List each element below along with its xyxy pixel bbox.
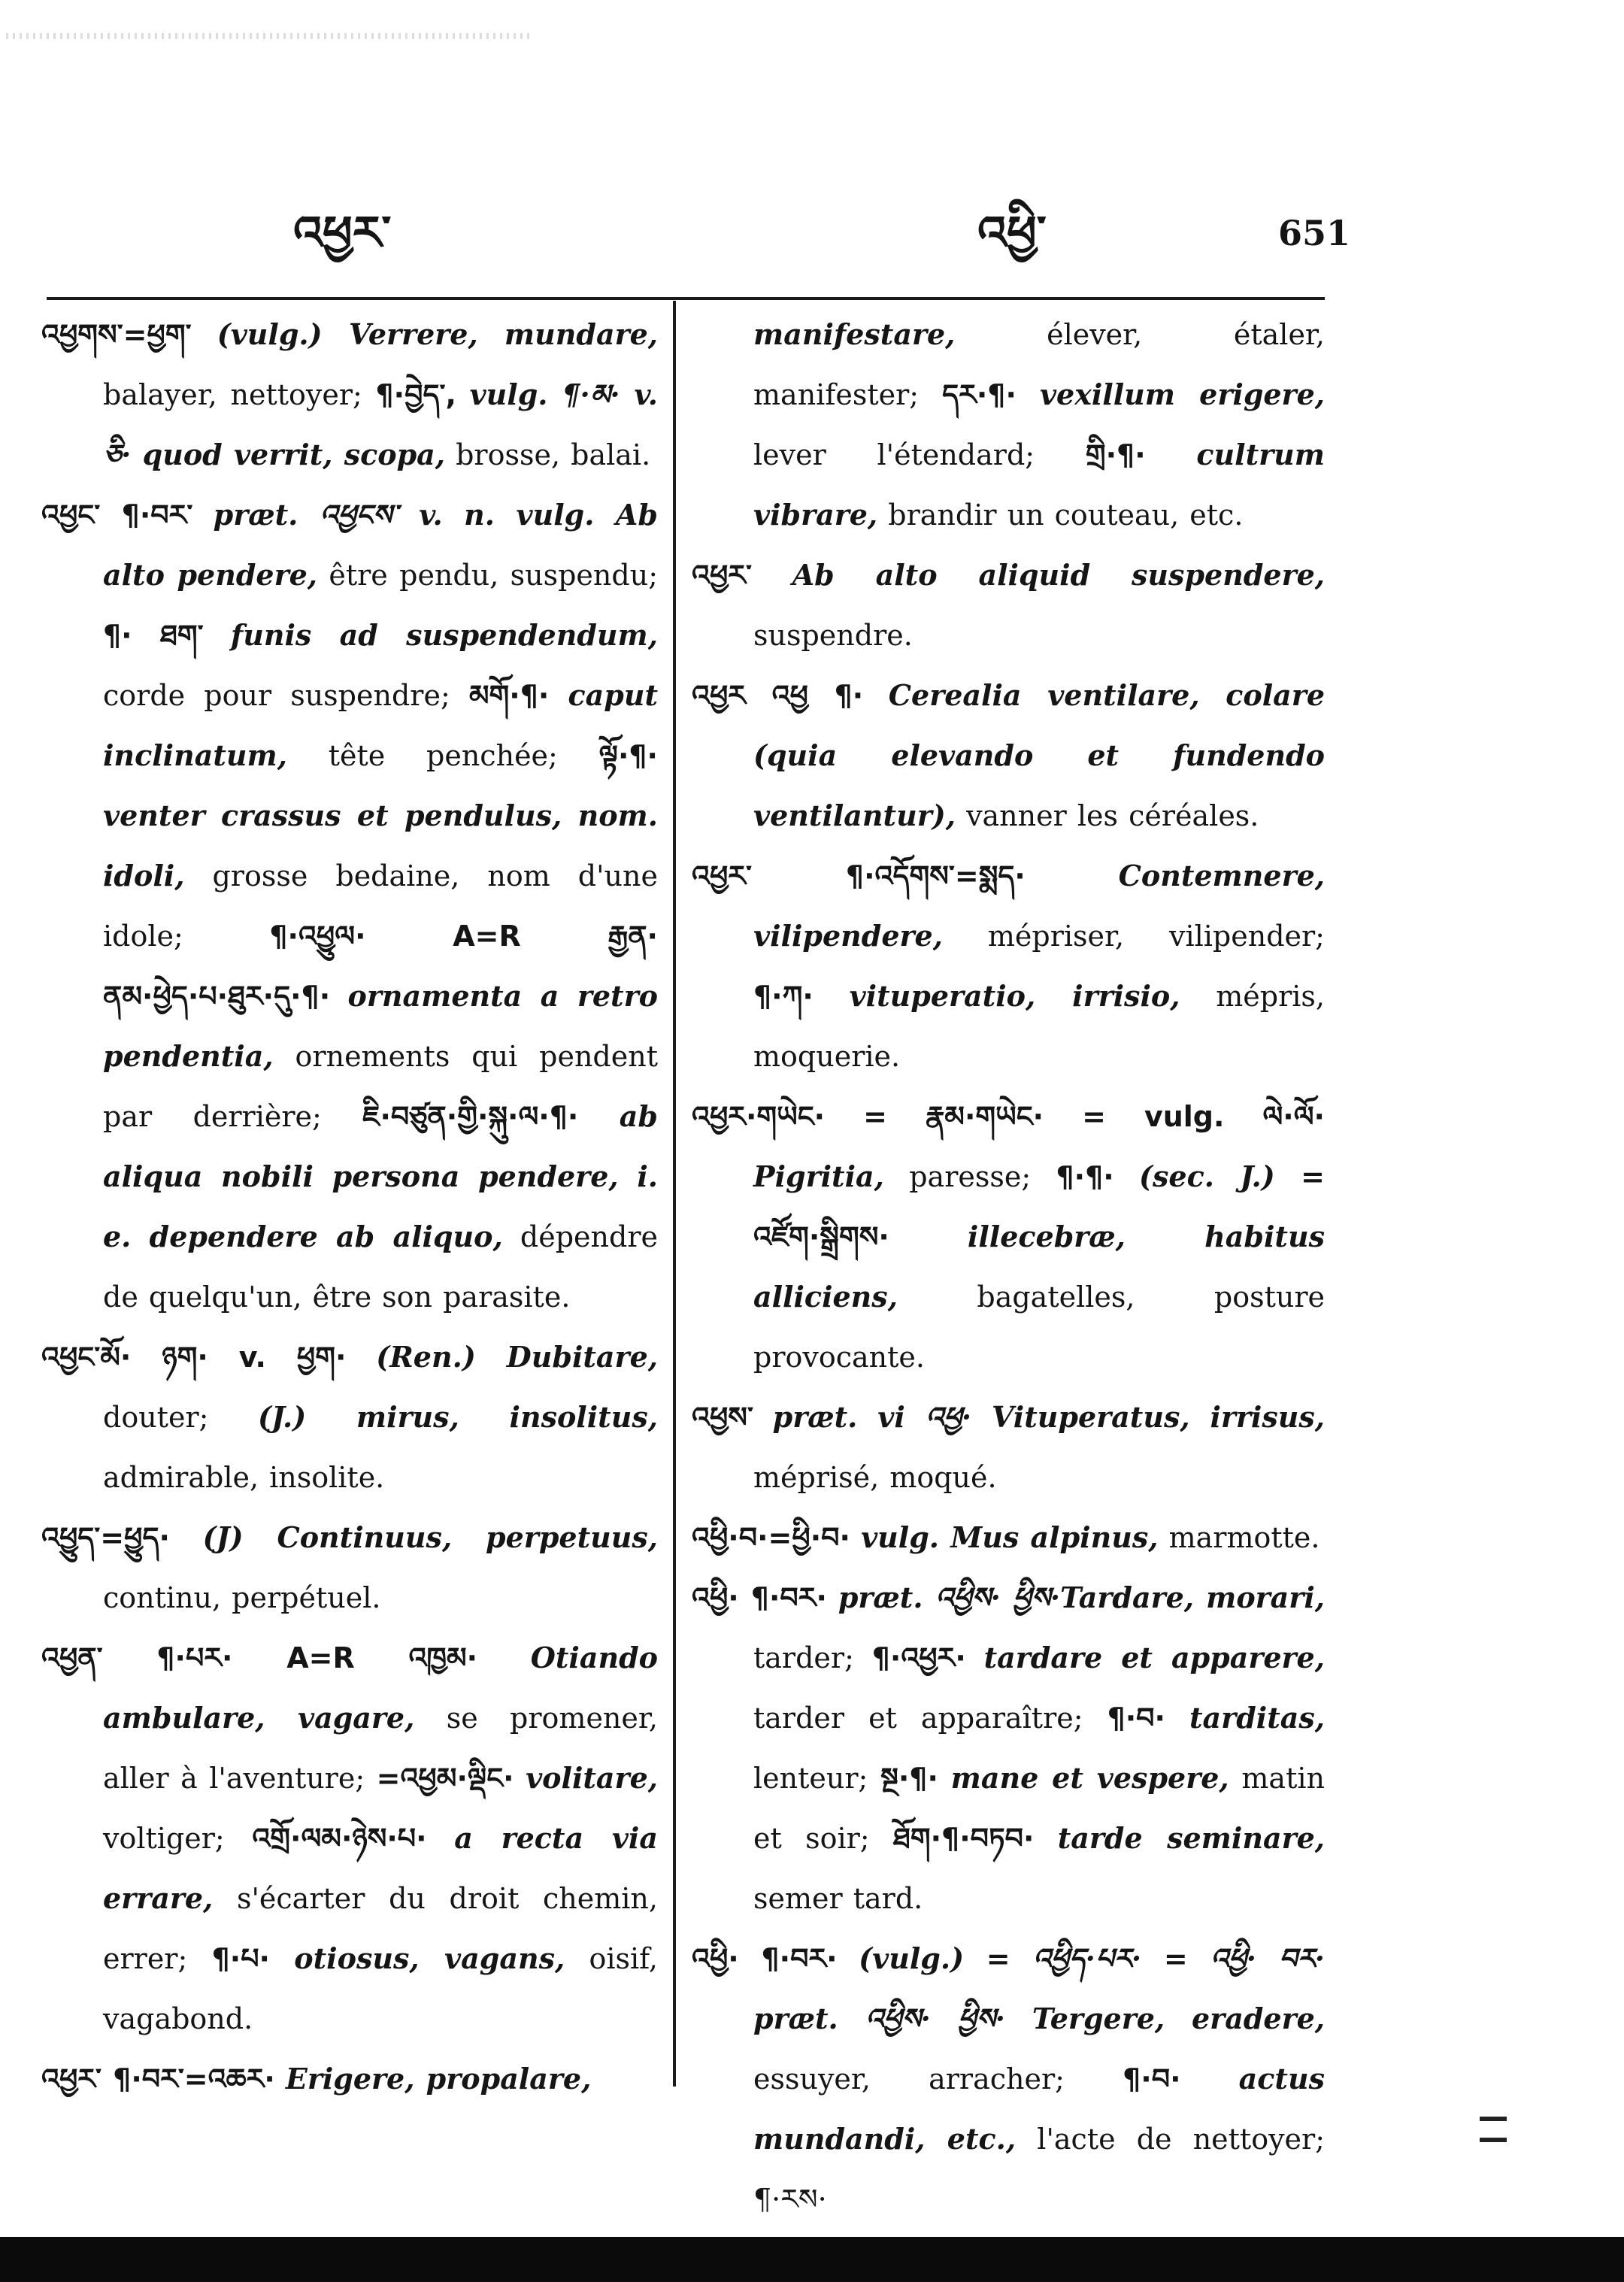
scan-noise-strip	[6, 33, 532, 39]
dictionary-entry: འཕྱས་ præt. vi འཕྱ· Vituperatus, irrisus, méprisé, moqué.	[692, 1400, 1325, 1494]
printer-mark	[1480, 2117, 1507, 2142]
running-head-center: འཕྱི་	[977, 205, 1047, 260]
dictionary-entry: འཕྱར་ Ab alto aliquid suspendere, suspendre.	[692, 558, 1325, 652]
right-column	[692, 305, 1325, 2229]
dictionary-entry: འཕྱང་མོ· ཉག· v. ཕྱག· (Ren.) Dubitare, douter; (J.) mirus, insolitus, admirable, insolite.	[41, 1340, 658, 1494]
dictionary-entry: འཕྱུད་=ཕྱུད· (J) Continuus, perpetuus, continu, perpétuel.	[41, 1520, 658, 1614]
dictionary-entry: འཕྱགས་=ཕྱག་ (vulg.) Verrere, mundare, balayer, nettoyer; ¶·བྱེད་, vulg. ¶·མ· v. ཅི· quod verrit, scopa, brosse, balai.	[41, 317, 658, 471]
dictionary-entry: འཕྱར་ ¶·བར་=འཆར· Erigere, propalare,	[41, 2062, 592, 2096]
dictionary-entry: འཕྱན་ ¶·པར· A=R འཁྱམ· Otiando ambulare, vagare, se promener, aller à l'aventure; =འཕྱམ·ལྡིང· volitare, voltiger; འགྲོ·ལམ·ཉེས·པ· a recta via errare, s'écarter du droit chemin, errer; ¶·པ· otiosus, vagans, oisif, vagabond.	[41, 1641, 658, 2035]
dictionary-entry: འཕྱར་ ¶·འདོགས་=སྨད· Contemnere, vilipendere, mépriser, vilipender; ¶·ཀ· vituperatio, irrisio, mépris, moquerie.	[692, 859, 1325, 1073]
dictionary-entry-continued: manifestare, élever, étaler, manifester; དར·¶· vexillum erigere, lever l'étendard; གྲི·¶· cultrum vibrare, brandir un couteau, etc.	[753, 317, 1325, 532]
dictionary-entry: འཕྱི· ¶·བར· præt. འཕྱིས· ཕྱིས·Tardare, morari, tarder; ¶·འཕྱར· tardare et apparere, tarder et apparaître; ¶·བ· tarditas, lenteur; སྔ·¶· mane et vespere, matin et soir; ཐོག·¶·བཏབ· tarde seminare, semer tard.	[692, 1580, 1325, 1915]
running-head-left: འཕྱར་	[293, 205, 392, 260]
scan-edge-bar	[0, 2237, 1624, 2282]
dictionary-entry: འཕྱར·གཡེང· = རྣམ·གཡེང· = vulg. ལེ·ལོ· Pigritia, paresse; ¶·¶· (sec. J.) = འཛོག·སྒྲིགས· illecebræ, habitus alliciens, bagatelles, posture provocante.	[692, 1100, 1325, 1374]
dictionary-entry: འཕྱར འཕྱ ¶· Cerealia ventilare, colare (quia elevando et fundendo ventilantur), vanner les céréales.	[692, 678, 1325, 832]
dictionary-entry: འཕྱང་ ¶·བར་ præt. འཕྱངས་ v. n. vulg. Ab alto pendere, être pendu, suspendu; ¶· ཐག་ funis ad suspendendum, corde pour suspendre; མགོ·¶· caput inclinatum, tête penchée; ལྟོ·¶· venter crassus et pendulus, nom. idoli, grosse bedaine, nom d'une idole; ¶·འཕྱུལ· A=R རྒྱན· ནམ·ཕྱེད·པ·ཐུར·དུ·¶· ornamenta a retro pendentia, ornements qui pendent par derrière; ཇི·བཙུན·གྱི·སྐུ·ལ·¶· ab aliqua nobili persona pendere, i. e. dependere ab aliquo, dépendre de quelqu'un, être son parasite.	[41, 498, 658, 1314]
dictionary-entry: འཕྱི·བ·=ཕྱི·བ· vulg. Mus alpinus, marmotte.	[692, 1520, 1320, 1554]
dictionary-entry: འཕྱི· ¶·བར· (vulg.) = འཕྱིད·པར· = འཕྱི· བར· præt. འཕྱིས· ཕྱིས· Tergere, eradere, essuyer, arracher; ¶·བ· actus mundandi, etc., l'acte de nettoyer; ¶·རས·	[692, 1941, 1325, 2216]
header-rule	[47, 297, 1325, 300]
left-column	[41, 305, 658, 2109]
page-number: 651	[1278, 213, 1351, 253]
column-divider	[673, 301, 676, 2087]
